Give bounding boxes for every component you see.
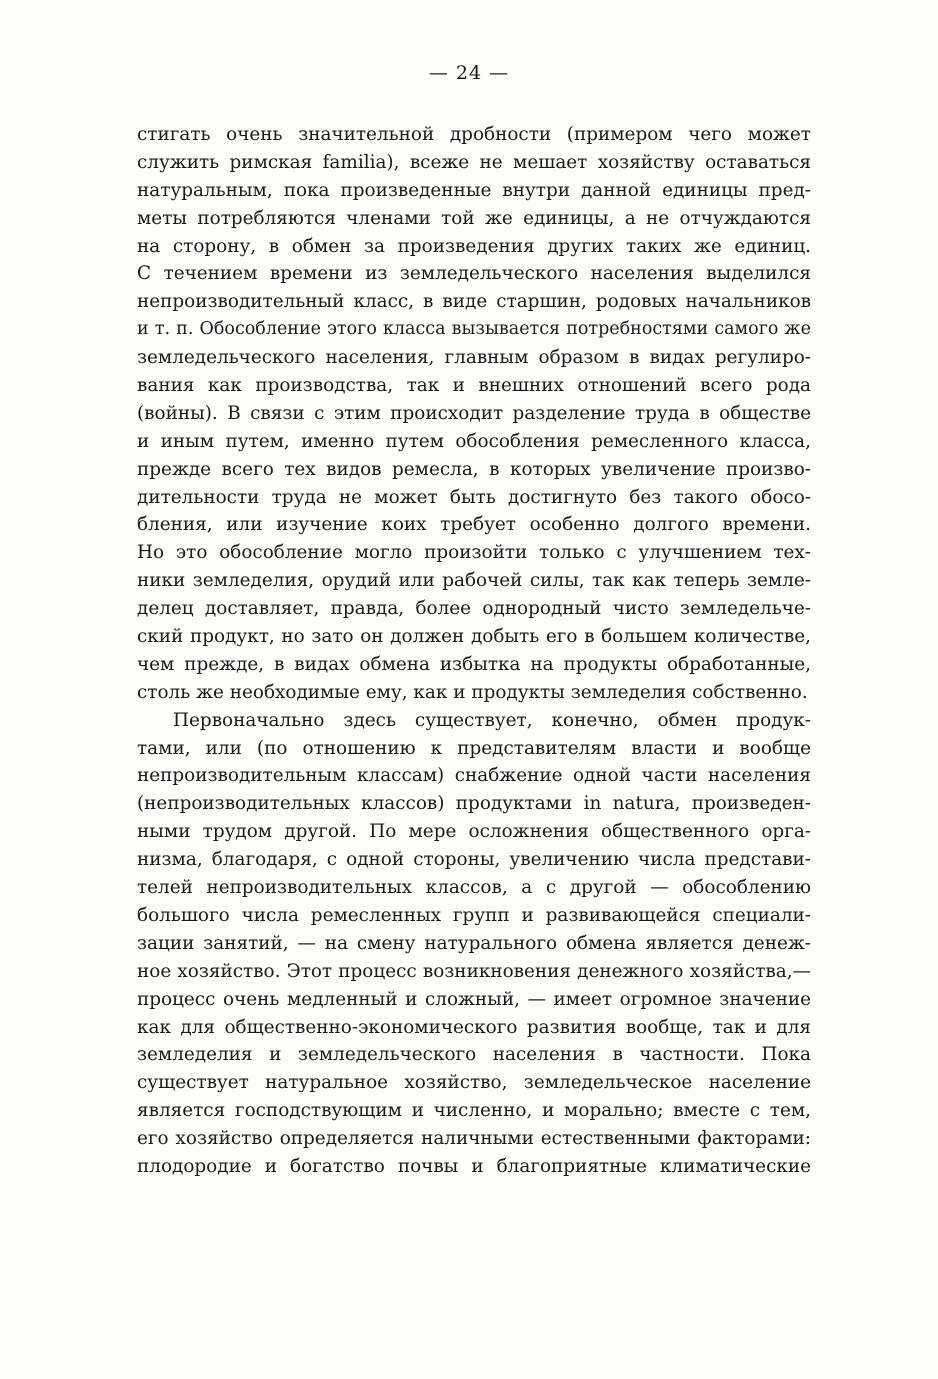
text-line: служить римская familia), всеже не мешает хозяйству оставаться	[137, 151, 811, 173]
text-line: низма, благодаря, с одной стороны, увеличению числа представи-	[137, 849, 811, 871]
text-line: Но это обособление могло произойти только с улучшением тех-	[137, 542, 811, 564]
text-line: и иным путем, именно путем обособления ремесленного класса,	[137, 430, 811, 452]
text-line: земледельческого населения, главным образом в видах регулиро-	[137, 347, 811, 369]
text-line: столь же необходимые ему, как и продукты земледелия собственно.	[137, 681, 808, 703]
text-line: стигать очень значительной дробности (примером чего может	[137, 124, 811, 145]
text-line: С течением времени из земледельческого населения выделился	[137, 263, 811, 285]
text-line: телей непроизводительных классов, а с другой — обособлению	[137, 877, 811, 899]
text-line: большого числа ремесленных групп и развивающейся специали-	[137, 904, 811, 926]
page-number: — 24 —	[428, 62, 510, 84]
text-line: вания как производства, так и внешних отношений всего рода	[137, 375, 811, 397]
text-line: натуральным, пока произведенные внутри данной единицы пред-	[137, 179, 811, 201]
text-line: ными трудом другой. По мере осложнения общественного орга-	[137, 821, 811, 843]
text-line: его хозяйство определяется наличными естественными факторами:	[137, 1128, 811, 1150]
text-line: непроизводительным классам) снабжение одной части населения	[137, 765, 811, 787]
text-line: (непроизводительных классов) продуктами in natura, произведен-	[137, 793, 811, 815]
text-line: чем прежде, в видах обмена избытка на продукты обработанные,	[137, 653, 811, 675]
text-line: зации занятий, — на смену натурального обмена является денеж-	[137, 932, 811, 954]
text-line: дительности труда не может быть достигнуто без такого обосо-	[137, 486, 811, 508]
text-line: земледелия и земледельческого населения в частности. Пока	[137, 1044, 811, 1066]
text-line: ский продукт, но зато он должен добыть его в большем количестве,	[137, 626, 811, 648]
text-line: ное хозяйство. Этот процесс возникновения денежного хозяйства,—	[137, 960, 811, 982]
text-line: тами, или (по отношению к представителям власти и вообще	[137, 737, 811, 759]
text-line: плодородие и богатство почвы и благоприятные климатические	[137, 1155, 811, 1177]
body-text	[137, 121, 811, 1181]
text-line: (войны). В связи с этим происходит разделение труда в обществе	[137, 402, 811, 424]
text-line: на сторону, в обмен за произведения других таких же единиц.	[137, 235, 811, 257]
text-line: бления, или изучение коих требует особенно долгого времени.	[137, 514, 811, 536]
text-line: меты потребляются членами той же единицы, а не отчуждаются	[137, 207, 811, 229]
text-line: непроизводительный класс, в виде старшин, родовых начальников	[137, 291, 811, 313]
text-line: процесс очень медленный и сложный, — имеет огромное значение	[137, 988, 811, 1010]
text-line: прежде всего тех видов ремесла, в которых увеличение произво-	[137, 458, 811, 480]
text-line: и т. п. Обособление этого класса вызывается потребностями самого же	[137, 319, 811, 340]
text-line: существует натуральное хозяйство, земледельческое население	[137, 1072, 811, 1094]
text-line: как для общественно-экономического развития вообще, так и для	[137, 1016, 811, 1038]
text-line: ники земледелия, орудий или рабочей силы, так как теперь земле-	[137, 570, 811, 592]
text-line: является господствующим и численно, и морально; вместе с тем,	[137, 1100, 811, 1122]
text-line: Первоначально здесь существует, конечно, обмен продук-	[173, 709, 811, 731]
text-line: делец доставляет, правда, более однородный чисто земледельче-	[137, 598, 811, 620]
